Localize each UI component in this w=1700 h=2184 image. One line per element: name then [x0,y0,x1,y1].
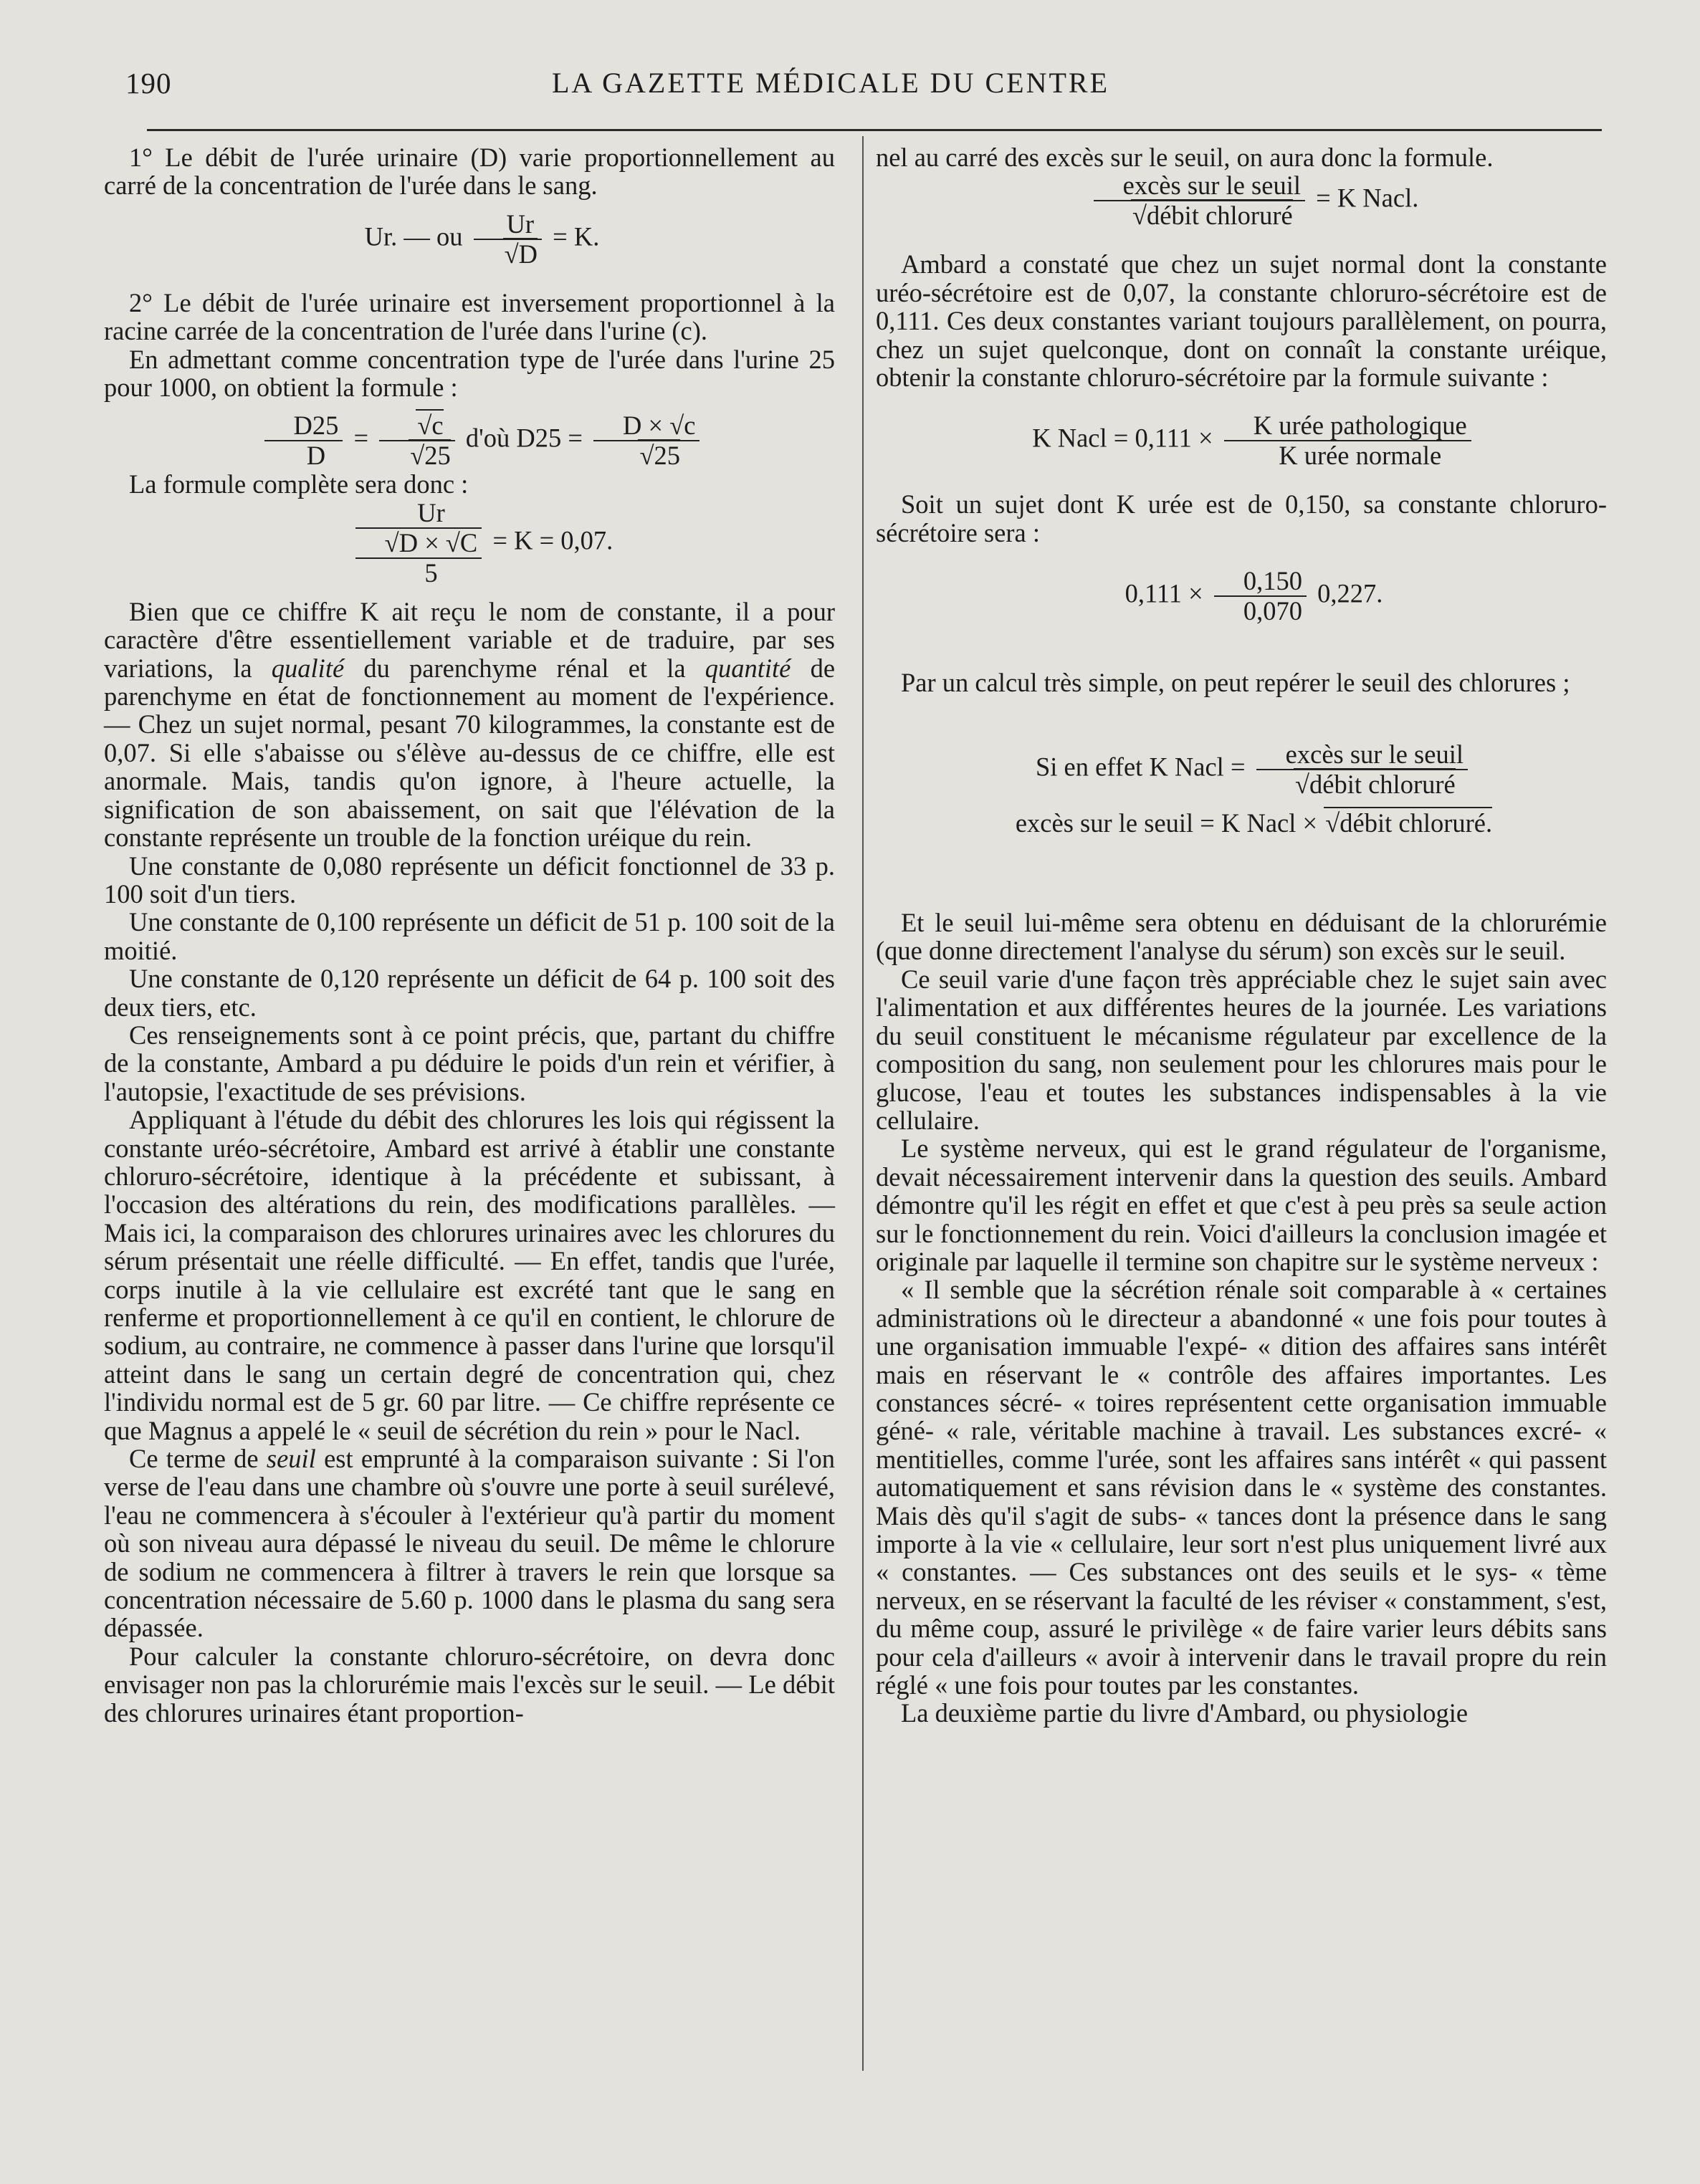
paragraph: Bien que ce chiffre K ait reçu le nom de constante, il a pour caractère d'être essentiellement variable et de traduire, par ses variations, la qualité du parenchyme rénal et la quantité de parenchyme en état de fonctionnement au moment de l'expérience. — Chez un sujet normal, pesant 70 kilogrammes, la constante est de 0,07. Si elle s'abaisse ou s'élève au-dessus de ce chiffre, elle est anormale. Mais, tandis qu'on ignore, à l'heure actuelle, la signification de son abaissement, on sait que l'élévation de la constante représente un trouble de la fonction uréique du rein. [104,596,836,853]
quotation: « Il semble que la sécrétion rénale soit comparable à « certaines administrations où le directeur a abandonné « une fois pour toutes à une organisation immuable l'expé- « dition des affaires sans intérêt mais en réservant le « contrôle des affaires importantes. Les constances sécré- « toires représentent cette organisation immuable géné- « rale, véritable machine à travail. Les substances excré- « mentitielles, comme l'urée, sont les affaires sans intérêt « qui passent automatiquement et sans révision dans le « système des constantes. Mais dès qu'il s'agit de subs- « tances dont la présence dans le sang importe à la vie « cellulaire, leur sort n'est plus uniquement livré aux « constantes. — Ces substances ont des seuils et le sys- « tème nerveux, en se réservant la faculté de les réviser « constamment, s'est, du même coup, assuré le privilège « de faire varier leurs débits sans pour cela d'ailleurs « avoir à intervenir dans le travail propre du rein réglé « une fois pour toutes par les constantes. [876,1275,1607,1700]
formula-urea-3: Ur √D × √C 5 = K = 0,07. [104,499,835,588]
paragraph: 2° Le débit de l'urée urinaire est inversement proportionnel à la racine carrée de la concentration de l'urée dans l'urine (c). [104,287,835,346]
paragraph: Le système nerveux, qui est le grand régulateur de l'organisme, devait nécessairement intervenir dans la question des seuils. Ambard démontre qu'il les régit en effet et que c'est à peu près sa seule action sur le fonctionnement du rein. Voici d'ailleurs la conclusion imagée et originale par laquelle il termine son chapitre sur le système nerveux : [876,1134,1607,1276]
paragraph: Une constante de 0,100 représente un déficit de 51 p. 100 soit de la moitié. [104,907,835,965]
paragraph: Et le seuil lui-même sera obtenu en déduisant de la chlorurémie (que donne directement l'analyse du sérum) son excès sur le seuil. [876,908,1607,966]
formula-urea-1: Ur. — ou Ur √ D = K. [104,210,835,269]
paragraph: Ce terme de seuil est emprunté à la comparaison suivante : Si l'on verse de l'eau dans une chambre où s'ouvre une porte à seuil surélevé, l'eau ne commencera à s'écouler à l'extérieur qu'à partir du moment où son niveau aura dépassé le niveau du seuil. De même le chlorure de sodium ne commencera à filtrer à travers le rein que lorsque sa concentration nécessaire de 5.60 p. 1000 dans le plasma du sang sera dépassée. [104,1444,836,1643]
paragraph: Ce seuil varie d'une façon très appréciable chez le sujet sain avec l'alimentation et aux différentes heures de la journée. Les variations du seuil constituent le mécanisme régulateur par excellence de la composition du sang, non seulement pour les chlorures mais pour le glucose, l'eau et toutes les substances indispensables à la vie cellulaire. [876,964,1607,1135]
formula-chloride-4: Si en effet K Nacl = excès sur le seuil √ débit chloruré [876,740,1607,799]
page-header [125,66,1602,102]
paragraph: Ces renseignements sont à ce point précis, que, partant du chiffre de la constante, Ambard a pu déduire le poids d'un rein et vérifier, à l'autopsie, l'exactitude de ses prévisions. [104,1020,835,1106]
paragraph: En admettant comme concentration type de l'urée dans l'urine 25 pour 1000, on obtient la formule : [104,344,835,403]
paragraph: nel au carré des excès sur le seuil, on aura donc la formule. [876,143,1494,172]
paragraph: Une constante de 0,080 représente un déficit fonctionnel de 33 p. 100 soit d'un tiers. [104,851,835,909]
paragraph: Par un calcul très simple, on peut repérer le seuil des chlorures ; [901,668,1570,698]
right-column [876,143,1607,1728]
left-column [104,143,835,1727]
formula-chloride-5: excès sur le seuil = K Nacl × √ débit chloruré. [876,809,1607,837]
header-rule [147,129,1602,131]
page-number: 190 [125,67,172,100]
paragraph: Appliquant à l'étude du débit des chlorures les lois qui régissent la constante uréo-sécrétoire, Ambard est arrivé à établir une constante chloruro-sécrétoire, identique à la précédente et subissant, à l'occasion des altérations du rein, des modifications parallèles. — Mais ici, la comparaison des chlorures urinaires avec les chlorures du sérum présentait une réelle difficulté. — En effet, tandis que l'urée, corps inutile à la vie cellulaire est excrété tant que le sang en renferme et proportionnellement à ce qu'il en contient, le chlorure de sodium, au contraire, ne commence à passer dans l'urine que lorsqu'il atteint dans le sang un certain degré de concentration qui, chez l'individu normal est de 5 gr. 60 par litre. — Ce chiffre représente ce que Magnus a appelé le « seuil de sécrétion du rein » pour le Nacl. [104,1105,835,1445]
paragraph: La deuxième partie du livre d'Ambard, ou physiologie [901,1698,1469,1728]
paragraph: 1° Le débit de l'urée urinaire (D) varie proportionnellement au carré de la concentration de l'urée dans le sang. [104,143,835,201]
paragraph: Ambard a constaté que chez un sujet normal dont la constante uréo-sécrétoire est de 0,07, la constante chloruro-sécrétoire est de 0,111. Ces deux constantes variant toujours parallèlement, on pourra, chez un sujet quelconque, dont on connaît la constante uréique, obtenir la constante chloruro-sécrétoire par la formule suivante : [876,249,1607,393]
paragraph: Pour calculer la constante chloruro-sécrétoire, on devra donc envisager non pas la chlorurémie mais l'excès sur le seuil. — Le débit des chlorures urinaires étant proportion- [104,1641,835,1728]
journal-title: LA GAZETTE MÉDICALE DU CENTRE [552,67,1110,99]
formula-chloride-2: K Nacl = 0,111 × $\frac{\text{K urée pathologique}}{\text{K urée normale}}$ [876,411,1607,470]
formula-urea-2: $\frac{D25}{D}$ = √ c √ 25 d'où D25 = D × √c √ 25 [104,411,835,470]
column-divider [862,136,864,2071]
paragraph: La formule complète sera donc : [129,469,469,499]
formula-chloride-3: 0,111 × $\frac{0,150}{0,070}$ 0,227. [1124,566,1383,626]
formula-chloride-1: excès sur le seuil √ débit chloruré = K Nacl. [876,171,1607,230]
paragraph: Une constante de 0,120 représente un déficit de 64 p. 100 soit des deux tiers, etc. [104,964,835,1022]
paragraph: Soit un sujet dont K urée est de 0,150, sa constante chloruro-sécrétoire sera : [876,489,1607,547]
